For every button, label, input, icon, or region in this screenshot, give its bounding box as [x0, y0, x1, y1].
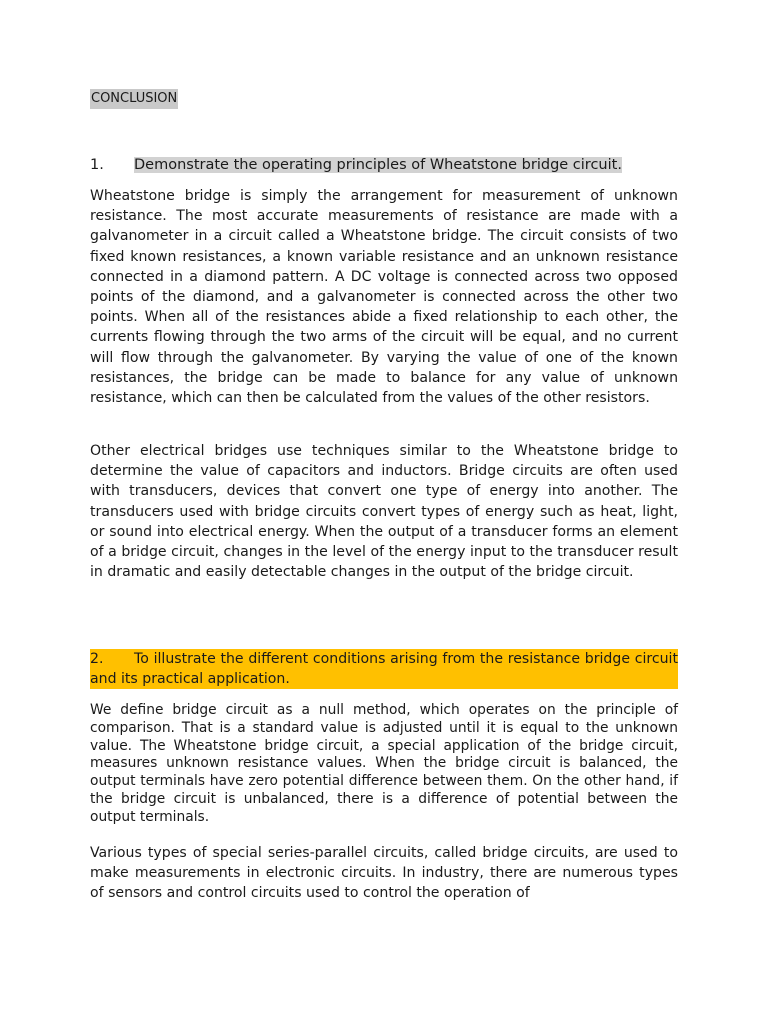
- item-2-title: To illustrate the different conditions arising from the resistance bridge circuit and its practical application.: [90, 651, 678, 687]
- paragraph-4: Various types of special series-parallel circuits, called bridge circuits, are used to make measurements in electronic circuits. In industry, there are numerous types of sensors and control circuits used to control the operation of: [90, 845, 678, 902]
- paragraph-3: We define bridge circuit as a null method, which operates on the principle of comparison. That is a standard value is adjusted until it is equal to the unknown value. The Wheatstone bridge circuit, a special application of the bridge circuit, measures unknown resistance values. When the bridge circuit is balanced, the output terminals have zero potential difference between them. On the other hand, if the bridge circuit is unbalanced, there is a difference of potential between the output terminals.: [90, 702, 678, 825]
- item-1-number: 1.: [90, 157, 104, 173]
- paragraph-1: Wheatstone bridge is simply the arrangement for measurement of unknown resistance. The most accurate measurements of resistance are made with a galvanometer in a circuit called a Wheatstone bridge. The circuit consists of two fixed known resistances, a known variable resistance and an unknown resistance connected in a diamond pattern. A DC voltage is connected across two opposed points of the diamond, and a galvanometer is connected across the other two points. When all of the resistances abide a fixed relationship to each other, the currents flowing through the two arms of the circuit will be equal, and no current will flow through the galvanometer. By varying the value of one of the known resistances, the bridge can be made to balance for any value of unknown resistance, which can then be calculated from the values of the other resistors.: [90, 188, 678, 407]
- item-1-title: Demonstrate the operating principles of Wheatstone bridge circuit.: [134, 157, 622, 173]
- section-heading: CONCLUSION: [90, 89, 178, 109]
- item-2-number: 2.: [90, 651, 104, 667]
- numbered-item-2: [90, 649, 678, 689]
- numbered-item-1: [90, 155, 678, 175]
- paragraph-2: Other electrical bridges use techniques similar to the Wheatstone bridge to determine the value of capacitors and inductors. Bridge circuits are often used with transducers, devices that convert one type of energy into another. The transducers used with bridge circuits convert types of energy such as heat, light, or sound into electrical energy. When the output of a transducer forms an element of a bridge circuit, changes in the level of the energy input to the transducer result in dramatic and easily detectable changes in the output of the bridge circuit.: [90, 443, 678, 581]
